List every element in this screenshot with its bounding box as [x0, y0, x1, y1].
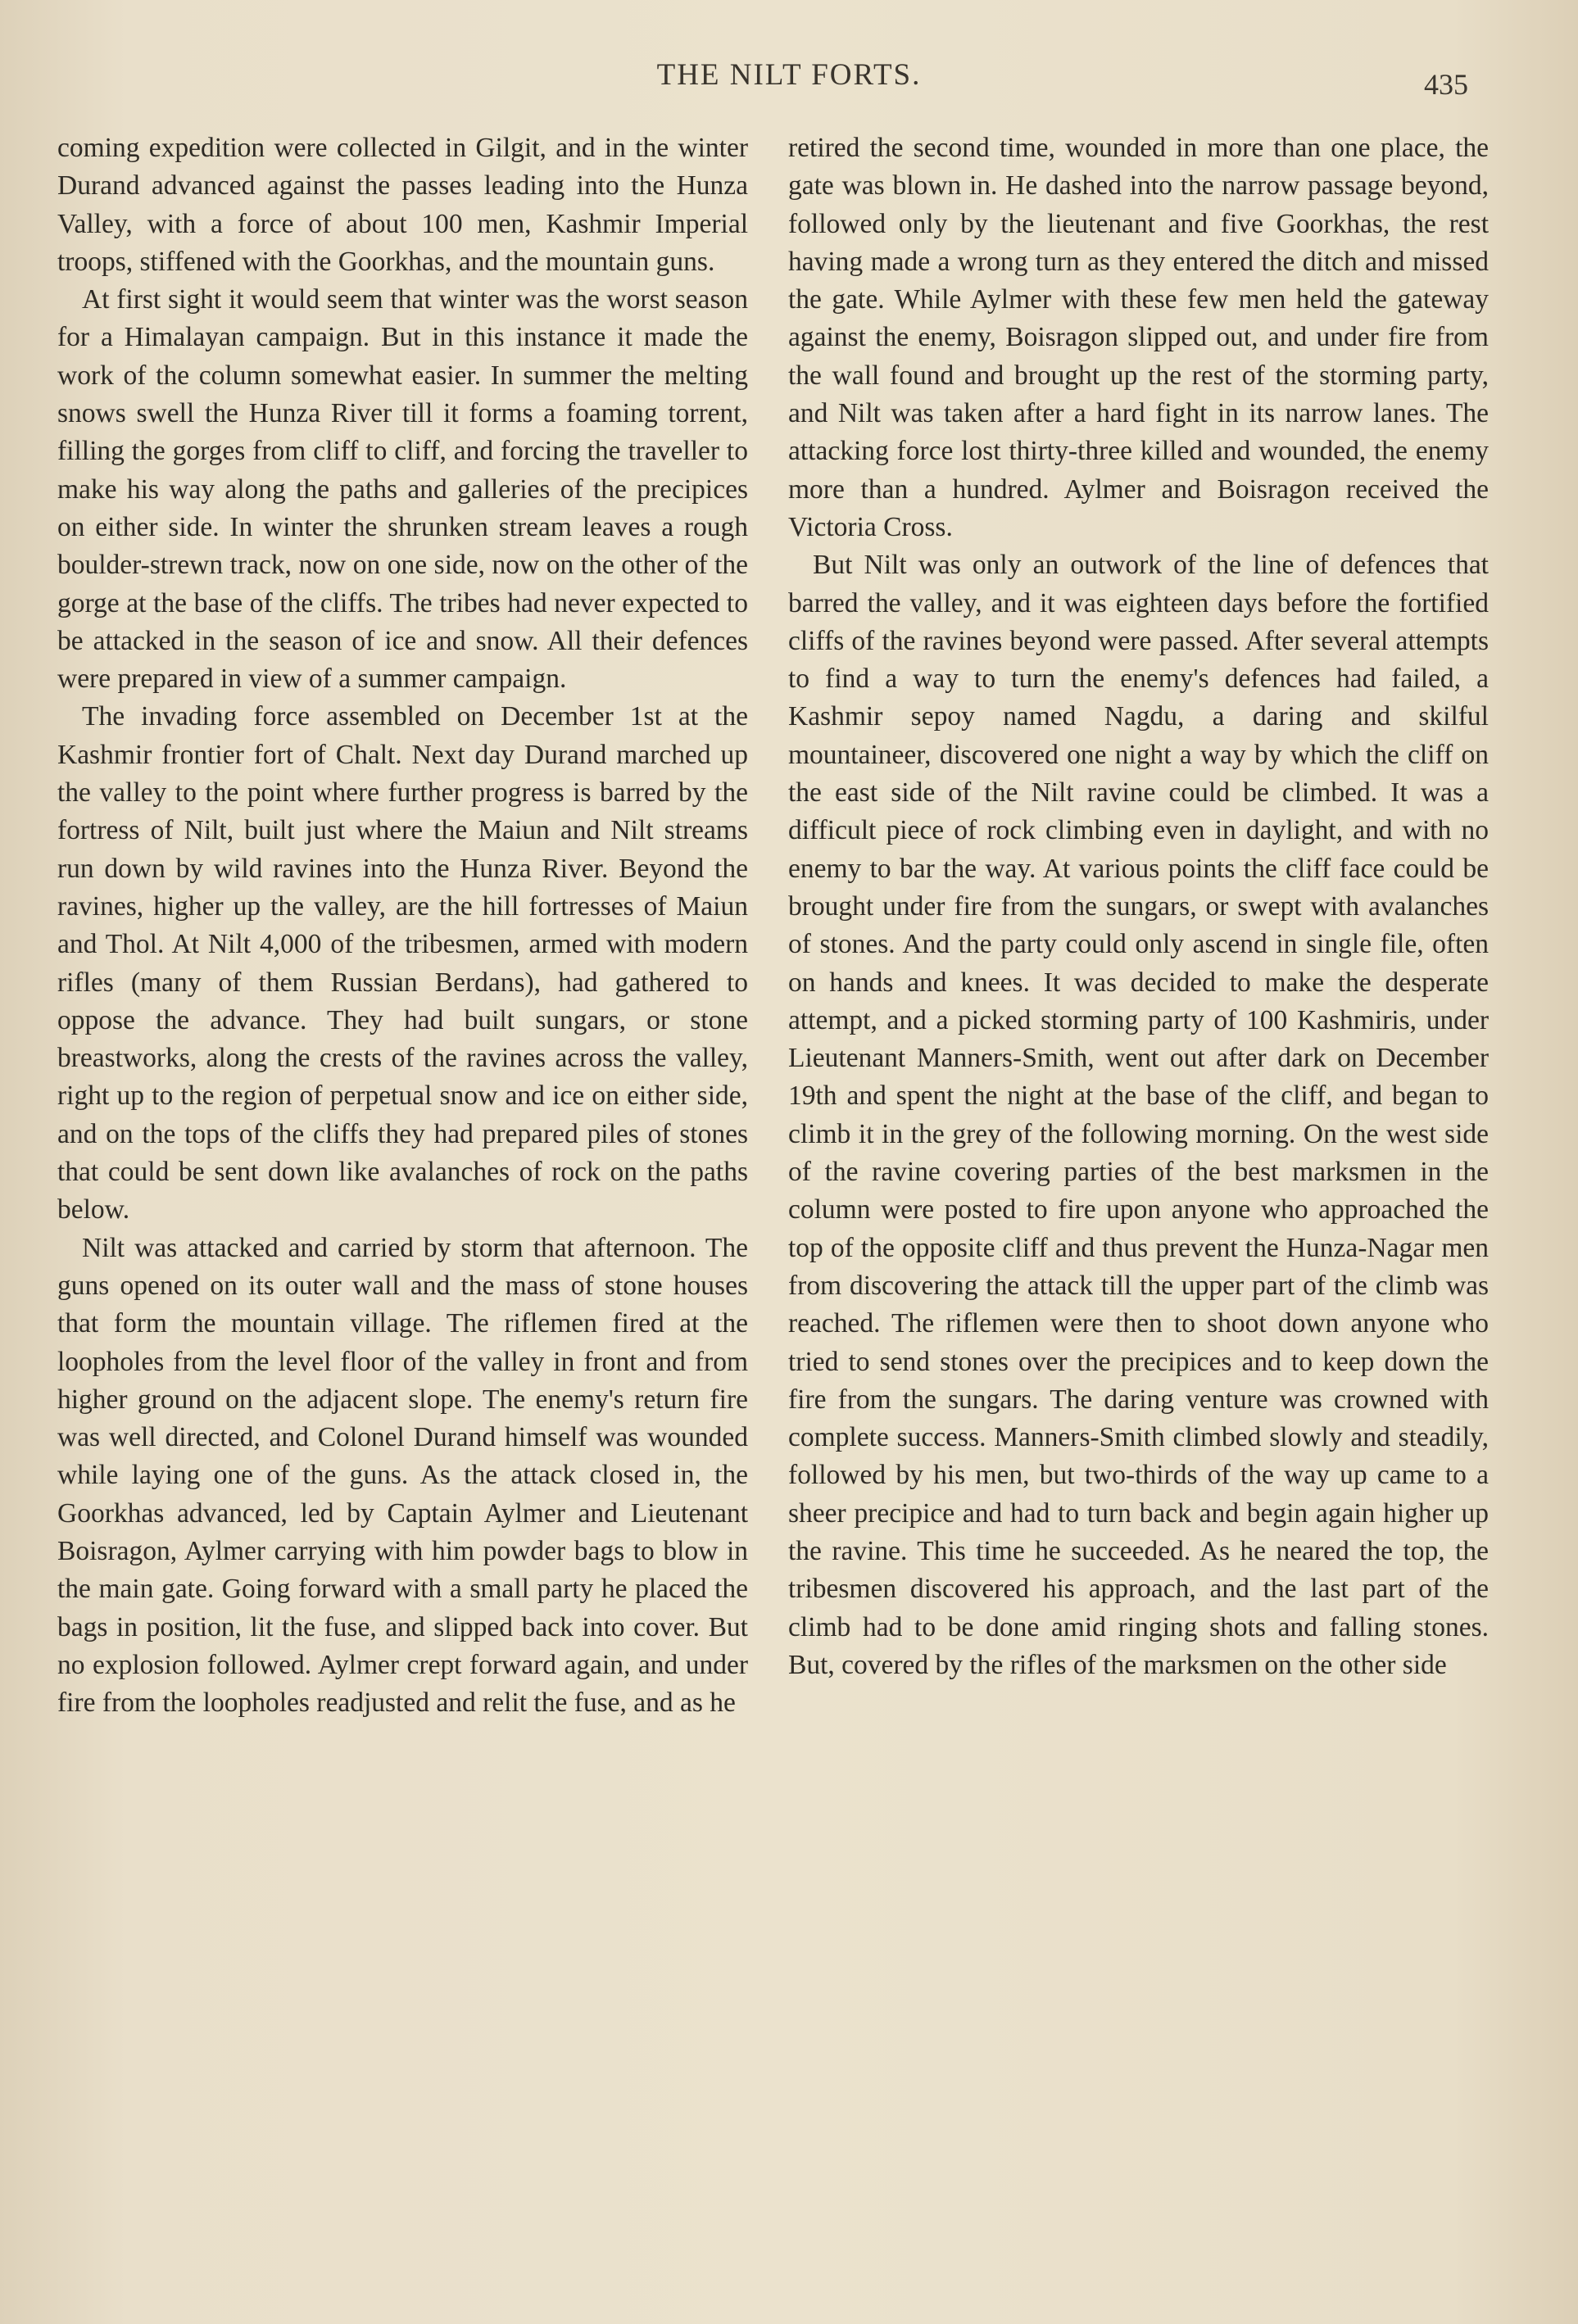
running-title: THE NILT FORTS.: [656, 58, 922, 92]
paragraph: But Nilt was only an outwork of the line of defences that barred the valley, and it was eighteen days before the fortified cliffs of the ravines beyond were passed. After several attempts to find a way to turn the enemy's defences had failed, a Kashmir sepoy named Nagdu, a daring and skilful mountaineer, discovered one night a way by which the cliff on the east side of the Nilt ravine could be climbed. It was a difficult piece of rock climbing even in daylight, and with no enemy to bar the way. At various points the cliff face could be brought under fire from the sungars, or swept with avalanches of stones. And the party could only ascend in single file, often on hands and knees. It was decided to make the desperate attempt, and a picked storming party of 100 Kashmiris, under Lieutenant Manners-Smith, went out after dark on December 19th and spent the night at the base of the cliff, and began to climb it in the grey of the following morning. On the west side of the ravine covering parties of the best marksmen in the column were posted to fire upon anyone who approached the top of the opposite cliff and thus prevent the Hunza-Nagar men from discovering the attack till the upper part of the climb was reached. The riflemen were then to shoot down anyone who tried to send stones over the precipices and to keep down the fire from the sungars. The daring venture was crowned with complete success. Manners-Smith climbed slowly and steadily, followed by his men, but two-thirds of the way up came to a sheer precipice and had to turn back and begin again higher up the ravine. This time he succeeded. As he neared the top, the tribesmen discovered his approach, and the last part of the climb had to be done amid ringing shots and falling stones. But, covered by the rifles of the marksmen on the other side: [788, 550, 1489, 1680]
paragraph: The invading force assembled on December 1st at the Kashmir frontier fort of Chalt. Next day Durand marched up the valley to the point where further progress is barred by the fortress of Nilt, built just where the Maiun and Nilt streams run down by wild ravines into the Hunza River. Beyond the ravines, higher up the valley, are the hill fortresses of Maiun and Thol. At Nilt 4,000 of the tribesmen, armed with modern rifles (many of them Russian Berdans), had gathered to oppose the advance. They had built sungars, or stone breastworks, along the crests of the ravines across the valley, right up to the region of perpetual snow and ice on either side, and on the tops of the cliffs they had prepared piles of stones that could be sent down like avalanches of rock on the paths below.: [57, 701, 748, 1225]
left-column: [57, 129, 748, 1722]
paragraph: coming expedition were collected in Gilgit, and in the winter Durand advanced against the passes leading into the Hunza Valley, with a force of about 100 men, Kashmir Imperial troops, stiffened with the Goorkhas, and the mountain guns.: [57, 133, 748, 277]
page-number: 435: [1424, 68, 1468, 101]
right-column: [788, 129, 1489, 1684]
paragraph: Nilt was attacked and carried by storm that afternoon. The guns opened on its outer wall and the mass of stone houses that form the mountain village. The riflemen fired at the loopholes from the level floor of the valley in front and from higher ground on the adjacent slope. The enemy's return fire was well directed, and Colonel Durand himself was wounded while laying one of the guns. As the attack closed in, the Goorkhas advanced, led by Captain Aylmer and Lieutenant Boisragon, Aylmer carrying with him powder bags to blow in the main gate. Going forward with a small party he placed the bags in position, lit the fuse, and slipped back into cover. But no explosion followed. Aylmer crept forward again, and under fire from the loopholes readjusted and relit the fuse, and as he: [57, 1232, 748, 1719]
paragraph: retired the second time, wounded in more than one place, the gate was blown in. He dashed into the narrow passage beyond, followed only by the lieutenant and five Goorkhas, the rest having made a wrong turn as they entered the ditch and missed the gate. While Aylmer with these few men held the gateway against the enemy, Boisragon slipped out, and under fire from the wall found and brought up the rest of the storming party, and Nilt was taken after a hard fight in its narrow lanes. The attacking force lost thirty-three killed and wounded, the enemy more than a hundred. Aylmer and Boisragon received the Victoria Cross.: [788, 133, 1489, 542]
paragraph: At first sight it would seem that winter was the worst season for a Himalayan campaign. But in this instance it made the work of the column somewhat easier. In summer the melting snows swell the Hunza River till it forms a foaming torrent, filling the gorges from cliff to cliff, and forcing the traveller to make his way along the paths and galleries of the precipices on either side. In winter the shrunken stream leaves a rough boulder-strewn track, now on one side, now on the other of the gorge at the base of the cliffs. The tribes had never expected to be attacked in the season of ice and snow. All their defences were prepared in view of a summer campaign.: [57, 284, 748, 695]
